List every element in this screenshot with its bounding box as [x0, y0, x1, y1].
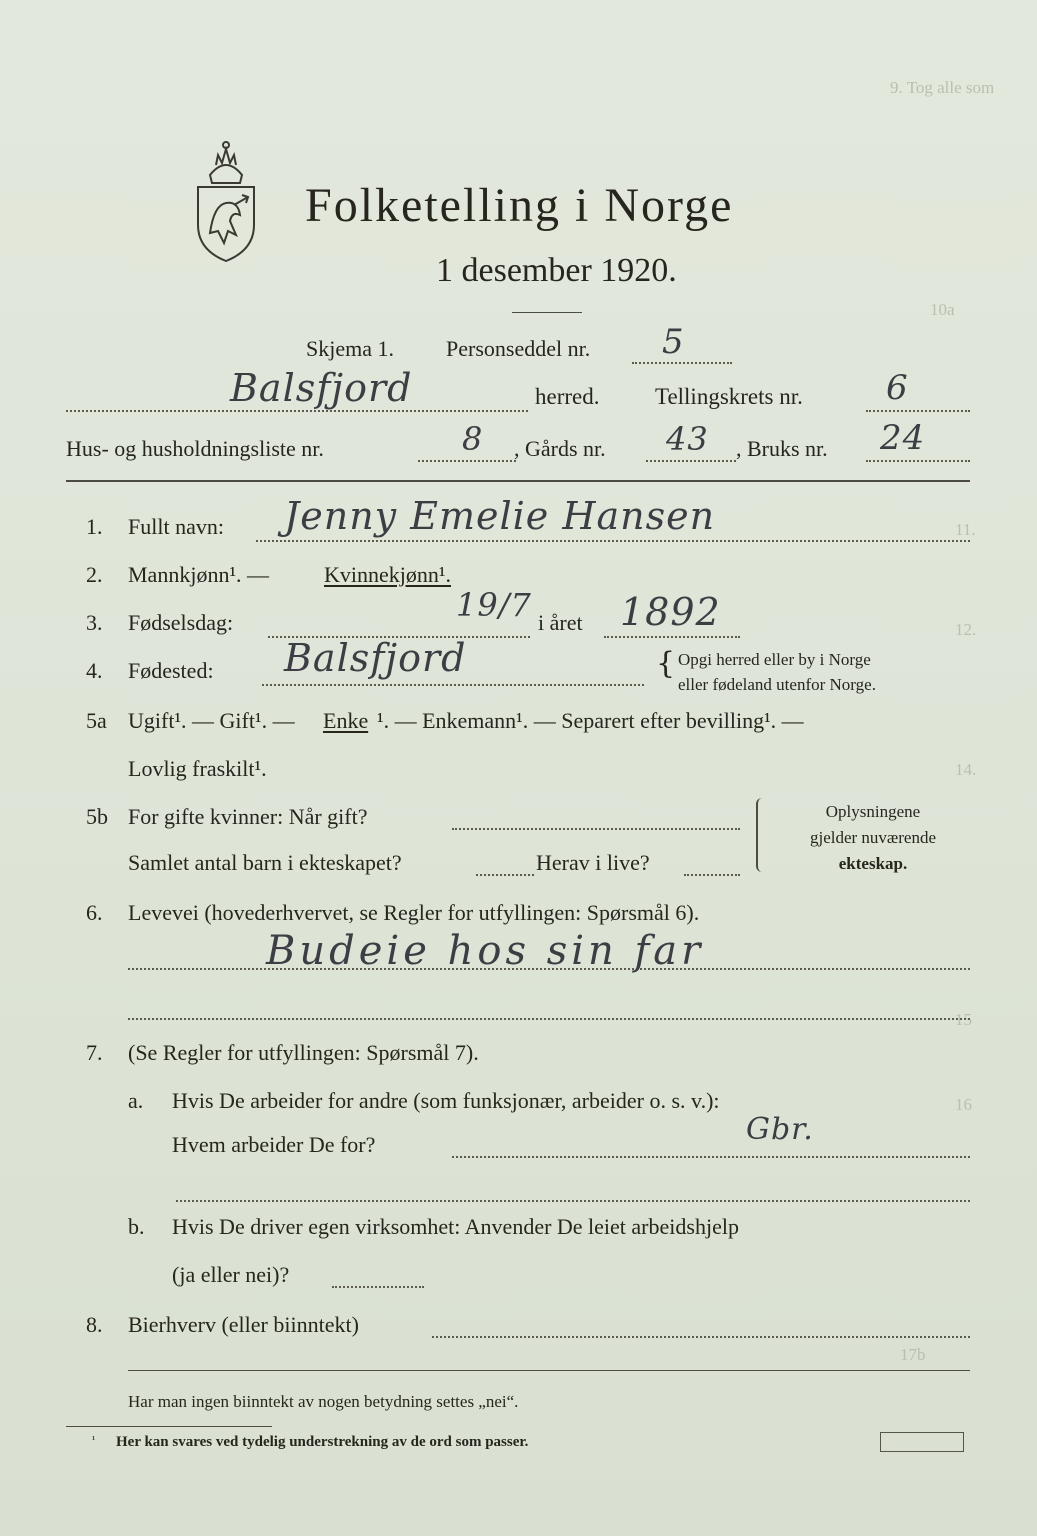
- footer-separator: [128, 1370, 970, 1371]
- bruks-number: 24: [880, 418, 926, 458]
- q4-brace: {: [656, 646, 676, 681]
- q8-label: Bierhverv (eller biinntekt): [128, 1312, 359, 1337]
- form-title: Folketelling i Norge: [305, 179, 734, 232]
- header-separator: [66, 480, 970, 482]
- husholdningsliste-number: 8: [462, 420, 484, 458]
- q4-note-line2: eller fødeland utenfor Norge.: [678, 675, 876, 694]
- bruks-field-line: [866, 460, 970, 462]
- herred-name: Balsfjord: [230, 366, 413, 410]
- q3-label: Fødselsdag:: [128, 610, 234, 635]
- q4-label: Fødested:: [128, 658, 214, 683]
- bleed-through-text: 16: [955, 1095, 972, 1114]
- q5a-options-line2: Lovlig fraskilt¹.: [128, 756, 267, 781]
- q6-field-line2: [128, 1018, 970, 1020]
- bleed-through-text: 9. Tog alle som: [890, 78, 995, 97]
- q5b-note-line1: Oplysningene: [825, 802, 921, 821]
- bleed-through-text: 17b: [900, 1345, 926, 1364]
- tellingskrets-number: 6: [886, 368, 909, 408]
- q7b-marker: b.: [128, 1214, 145, 1239]
- personseddel-field-line: [632, 362, 732, 364]
- occupation: Budeie hos sin far: [266, 928, 705, 974]
- q5b-married-field-line: [452, 828, 740, 830]
- q7a-label: Hvis De arbeider for andre (som funksjonær, arbeider o. s. v.):: [172, 1088, 720, 1113]
- employer: Gbr.: [746, 1112, 814, 1147]
- gards-label: , Gårds nr.: [514, 436, 606, 461]
- q5b-alive-label: Herav i live?: [536, 850, 650, 875]
- personseddel-number: 5: [662, 322, 685, 362]
- q7a-field-line2: [176, 1200, 970, 1202]
- q3-year-label: i året: [538, 610, 583, 635]
- q5b-bracket: [756, 798, 764, 872]
- census-date: 1 desember 1920.: [436, 252, 677, 289]
- q7b-label: Hvis De driver egen virksomhet: Anvender De leiet arbeidshjelp: [172, 1214, 739, 1239]
- birth-year: 1892: [620, 590, 721, 634]
- q2-female-option: Kvinnekjønn¹.: [324, 562, 451, 587]
- q8-number: 8.: [86, 1312, 103, 1337]
- q2-male-option: Mannkjønn¹. —: [128, 562, 270, 587]
- q7-label: (Se Regler for utfyllingen: Spørsmål 7).: [128, 1040, 479, 1065]
- footnote-text: Her kan svares ved tydelig understrekning av de ord som passer.: [116, 1434, 529, 1450]
- q1-label: Fullt navn:: [128, 514, 224, 539]
- q5b-note-line2: gjelder nuværende: [809, 828, 937, 847]
- printer-stamp: [880, 1432, 964, 1452]
- tellingskrets-label: Tellingskrets nr.: [655, 384, 803, 409]
- husholdningsliste-label: Hus- og husholdningsliste nr.: [66, 436, 324, 461]
- footnote-separator: [66, 1426, 272, 1427]
- birthplace: Balsfjord: [284, 636, 467, 680]
- gards-field-line: [646, 460, 736, 462]
- q7a-question: Hvem arbeider De for?: [172, 1132, 376, 1157]
- q7b-field-line: [332, 1286, 424, 1288]
- q5b-alive-field-line: [684, 874, 740, 876]
- q5a-enke-option: Enke: [323, 708, 369, 733]
- bruks-label: , Bruks nr.: [736, 436, 828, 461]
- footer-note: Har man ingen biinntekt av nogen betydning settes „nei“.: [128, 1392, 519, 1411]
- q5a-number: 5a: [86, 708, 107, 733]
- q6-label: Levevei (hovederhvervet, se Regler for utfyllingen: Spørsmål 6).: [128, 900, 700, 925]
- q7-number: 7.: [86, 1040, 103, 1065]
- bleed-through-text: 10a: [930, 300, 955, 319]
- q5b-children-field-line: [476, 874, 534, 876]
- q2-number: 2.: [86, 562, 103, 587]
- personseddel-label: Personseddel nr.: [446, 336, 591, 361]
- skjema-label: Skjema 1.: [306, 336, 394, 361]
- full-name: Jenny Emelie Hansen: [284, 494, 716, 538]
- husholdningsliste-field-line: [418, 460, 516, 462]
- tellingskrets-field-line: [866, 410, 970, 412]
- q5a-options-part2: ¹. — Enkemann¹. — Separert efter bevilling¹. —: [377, 708, 804, 733]
- bleed-through-text: 15: [955, 1010, 972, 1029]
- q4-field-line: [262, 684, 644, 686]
- q4-note-line1: Opgi herred eller by i Norge: [678, 650, 871, 669]
- bleed-through-text: 12.: [955, 620, 977, 639]
- q3-year-field-line: [604, 636, 740, 638]
- norwegian-coat-of-arms-icon: [188, 135, 264, 265]
- herred-label: herred.: [535, 384, 600, 409]
- birth-day-month: 19/7: [456, 586, 532, 624]
- gards-number: 43: [666, 420, 709, 458]
- q5b-note-line3: ekteskap.: [838, 854, 908, 873]
- q7b-question: (ja eller nei)?: [172, 1262, 290, 1287]
- q6-number: 6.: [86, 900, 103, 925]
- q7a-field-line: [452, 1156, 970, 1158]
- herred-field-line: [66, 410, 528, 412]
- q1-number: 1.: [86, 514, 103, 539]
- q8-field-line: [432, 1336, 970, 1338]
- q7a-marker: a.: [128, 1088, 144, 1113]
- q5a-options-part1: Ugift¹. — Gift¹. —: [128, 708, 295, 733]
- q4-number: 4.: [86, 658, 103, 683]
- title-divider: [512, 312, 582, 313]
- q5b-married-label: For gifte kvinner: Når gift?: [128, 804, 368, 829]
- q1-field-line: [256, 540, 970, 542]
- footnote-mark: ¹: [92, 1434, 96, 1446]
- q5b-children-label: Samlet antal barn i ekteskapet?: [128, 850, 402, 875]
- q5b-number: 5b: [86, 804, 108, 829]
- bleed-through-text: 11.: [955, 520, 976, 539]
- bleed-through-text: 14.: [955, 760, 977, 779]
- q3-number: 3.: [86, 610, 103, 635]
